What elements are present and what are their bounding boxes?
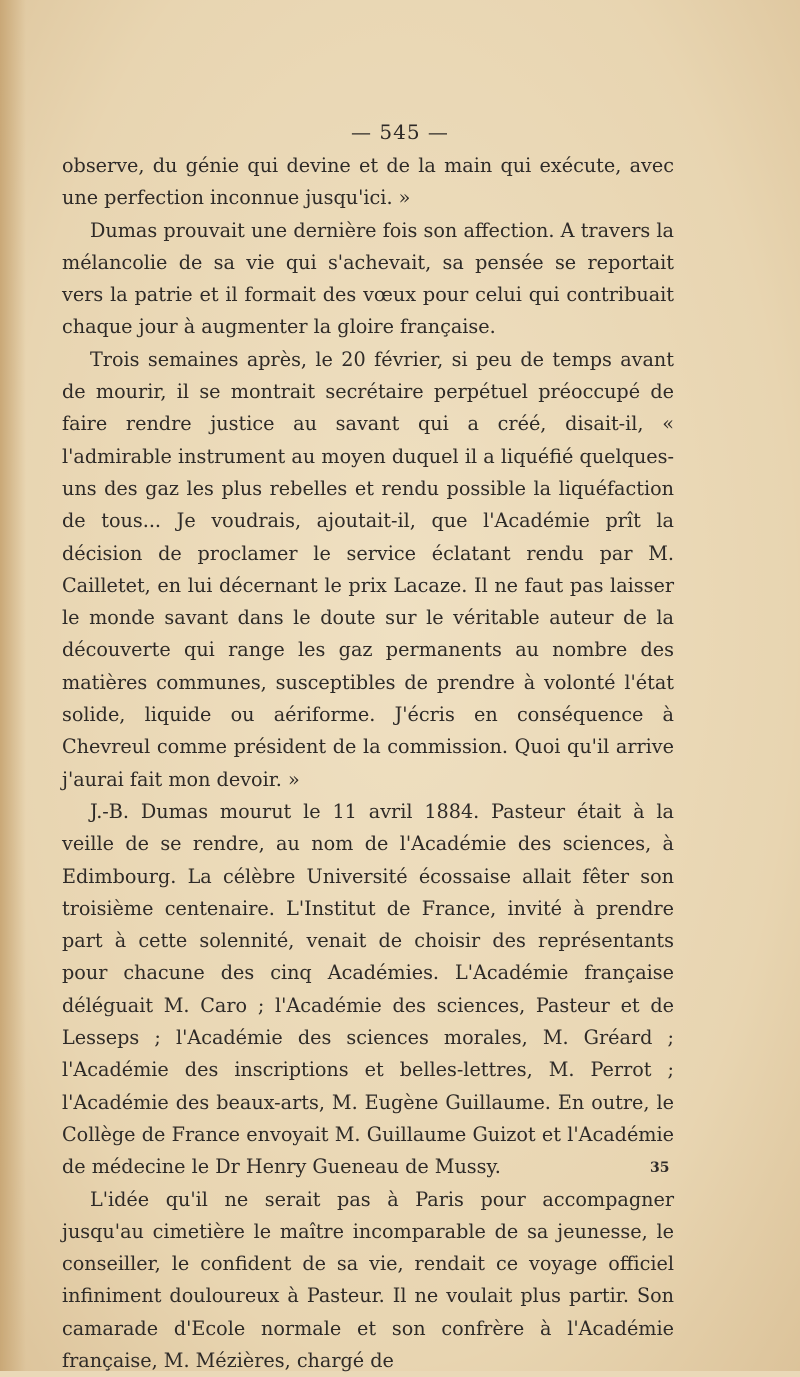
paragraph: Trois semaines après, le 20 février, si peu de temps avant de mourir, il se montrait secrétaire perpétuel préoccupé de faire rendre justice au savant qui a créé, disait-il, « l'admirable instrument au moyen duquel il a liquéfié quelques-uns des gaz les plus rebelles et rendu possible la liquéfaction de tous... Je voudrais, ajoutait-il, que l'Académie prît la décision de proclamer le service éclatant rendu par M. Cailletet, en lui décernant le prix Lacaze. Il ne faut pas laisser le monde savant dans le doute sur le véritable auteur de la découverte qui range les gaz permanents au nombre des matières communes, susceptibles de prendre à volonté l'état solide, liquide ou aériforme. J'écris en conséquence à Chevreul comme président de la commission. Quoi qu'il arrive j'aurai fait mon devoir. »	[62, 344, 674, 796]
paragraph: L'idée qu'il ne serait pas à Paris pour accompagner jusqu'au cimetière le maître incomparable de sa jeunesse, le conseiller, le confident de sa vie, rendait ce voyage officiel infiniment douloureux à Pasteur. Il ne voulait plus partir. Son camarade d'Ecole normale et son confrère à l'Académie française, M. Mézières, chargé de	[62, 1184, 674, 1377]
paragraph: J.-B. Dumas mourut le 11 avril 1884. Pasteur était à la veille de se rendre, au nom de l'Académie des sciences, à Edimbourg. La célèbre Université écossaise allait fêter son troisième centenaire. L'Institut de France, invité à prendre part à cette solennité, venait de choisir des représentants pour chacune des cinq Académies. L'Académie française déléguait M. Caro ; l'Académie des sciences, Pasteur et de Lesseps ; l'Académie des sciences morales, M. Gréard ; l'Académie des inscriptions et belles-lettres, M. Perrot ; l'Académie des beaux-arts, M. Eugène Guillaume. En outre, le Collège de France envoyait M. Guillaume Guizot et l'Académie de médecine le Dr Henry Gueneau de Mussy.	[62, 796, 674, 1184]
signature-mark: 35	[650, 1160, 669, 1176]
body-text	[62, 150, 674, 1377]
paragraph: Dumas prouvait une dernière fois son affection. A travers la mélancolie de sa vie qui s'achevait, sa pensée se reportait vers la patrie et il formait des vœux pour celui qui contribuait chaque jour à augmenter la gloire française.	[62, 215, 674, 344]
paragraph: observe, du génie qui devine et de la main qui exécute, avec une perfection inconnue jusqu'ici. »	[62, 150, 674, 215]
page-number: — 545 —	[0, 120, 800, 144]
